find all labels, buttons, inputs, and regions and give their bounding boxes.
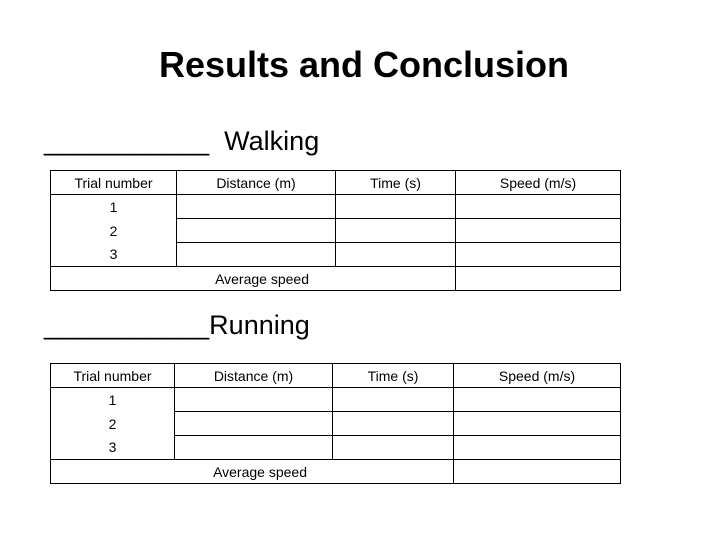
time-cell bbox=[333, 388, 454, 412]
trial-number-cell: 3 bbox=[51, 243, 177, 267]
column-header: Trial number bbox=[51, 364, 175, 388]
speed-cell bbox=[454, 388, 621, 412]
table-row bbox=[51, 195, 621, 219]
table-header-row bbox=[51, 171, 621, 195]
trial-number-cell: 1 bbox=[51, 388, 175, 412]
table-row bbox=[51, 388, 621, 412]
trial-number-cell: 2 bbox=[51, 412, 175, 436]
walking-heading: ___________ Walking bbox=[44, 126, 320, 156]
page-title: Results and Conclusion bbox=[158, 44, 570, 85]
walking-results-table bbox=[50, 170, 621, 291]
distance-cell bbox=[175, 412, 333, 436]
trial-number-cell: 1 bbox=[51, 195, 177, 219]
column-header: Distance (m) bbox=[177, 171, 336, 195]
table-header-row bbox=[51, 364, 621, 388]
distance-cell bbox=[177, 243, 336, 267]
speed-cell bbox=[454, 412, 621, 436]
table-row bbox=[51, 243, 621, 267]
time-cell bbox=[336, 219, 456, 243]
column-header: Speed (m/s) bbox=[456, 171, 621, 195]
average-speed-label: Average speed bbox=[51, 460, 454, 484]
column-header: Distance (m) bbox=[175, 364, 333, 388]
average-speed-cell bbox=[456, 267, 621, 291]
running-results-table bbox=[50, 363, 621, 484]
running-heading: ___________Running bbox=[44, 310, 310, 340]
distance-cell bbox=[177, 219, 336, 243]
table-row bbox=[51, 436, 621, 460]
time-cell bbox=[336, 195, 456, 219]
column-header: Trial number bbox=[51, 171, 177, 195]
trial-number-cell: 3 bbox=[51, 436, 175, 460]
column-header: Time (s) bbox=[333, 364, 454, 388]
time-cell bbox=[336, 243, 456, 267]
average-speed-label: Average speed bbox=[51, 267, 456, 291]
speed-cell bbox=[456, 243, 621, 267]
distance-cell bbox=[177, 195, 336, 219]
average-row bbox=[51, 460, 621, 484]
average-speed-cell bbox=[454, 460, 621, 484]
column-header: Time (s) bbox=[336, 171, 456, 195]
table-row bbox=[51, 412, 621, 436]
time-cell bbox=[333, 412, 454, 436]
average-row bbox=[51, 267, 621, 291]
distance-cell bbox=[175, 388, 333, 412]
distance-cell bbox=[175, 436, 333, 460]
column-header: Speed (m/s) bbox=[454, 364, 621, 388]
trial-number-cell: 2 bbox=[51, 219, 177, 243]
time-cell bbox=[333, 436, 454, 460]
table-row bbox=[51, 219, 621, 243]
speed-cell bbox=[456, 219, 621, 243]
speed-cell bbox=[454, 436, 621, 460]
speed-cell bbox=[456, 195, 621, 219]
